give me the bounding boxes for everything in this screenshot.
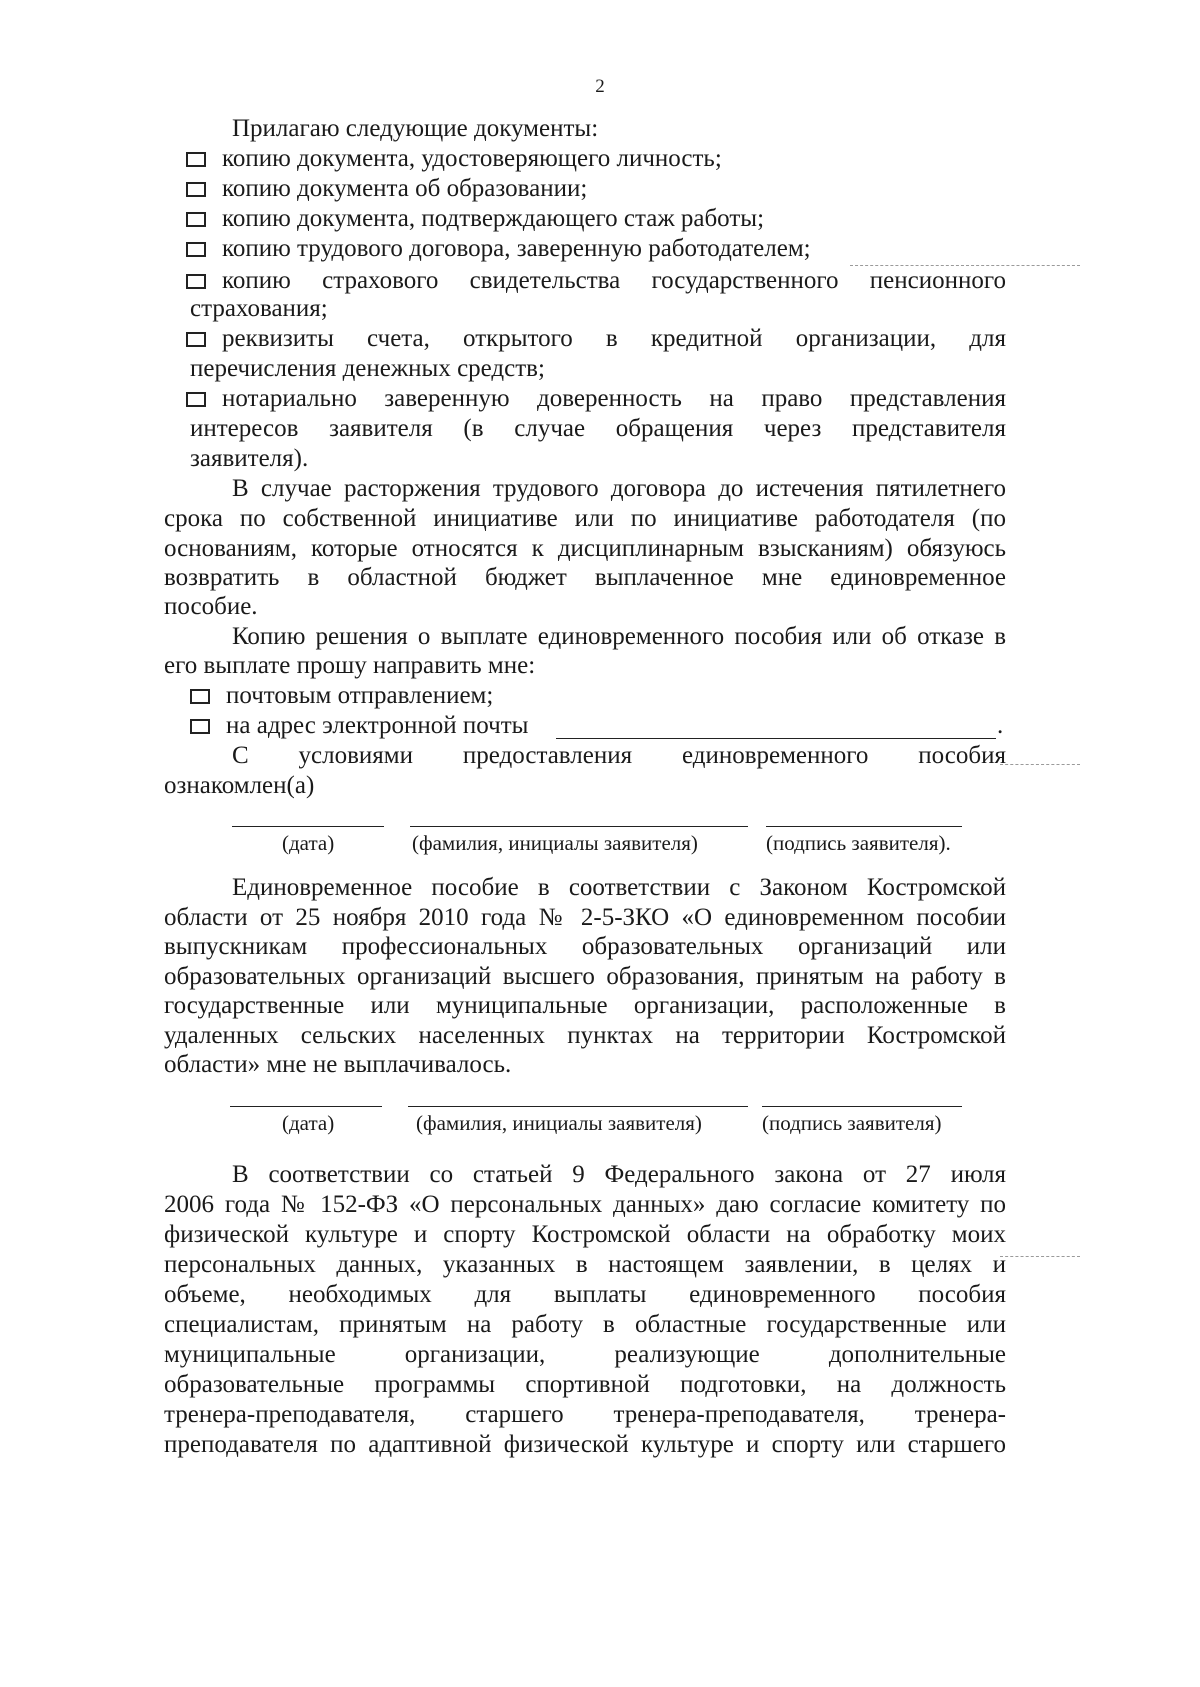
termination-line: В случае расторжения трудового договора до истечения пятилетнего bbox=[232, 475, 1006, 502]
signature-caption: (подпись заявителя) bbox=[762, 1111, 942, 1135]
email-field[interactable] bbox=[556, 738, 996, 739]
attachment-label: нотариально заверенную доверенность на право представления bbox=[222, 385, 1006, 412]
attachment-item-insurance bbox=[186, 266, 1006, 296]
acknowledgement-line: ознакомлен(а) bbox=[164, 772, 315, 799]
date-field[interactable] bbox=[232, 826, 384, 827]
consent-line: 2006 года № 152-ФЗ «О персональных данных» даю согласие комитету по bbox=[164, 1191, 1006, 1218]
consent-line: муниципальные организации, реализующие дополнительные bbox=[164, 1341, 1006, 1368]
name-caption: (фамилия, инициалы заявителя) bbox=[416, 1111, 702, 1135]
consent-line: персональных данных, указанных в настоящем заявлении, в целях и bbox=[164, 1251, 1006, 1278]
scan-artifact-line bbox=[1000, 764, 1080, 765]
termination-line: основаниям, которые относятся к дисциплинарным взысканиям) обязуюсь bbox=[164, 535, 1006, 562]
consent-line: тренера-преподавателя, старшего тренера-преподавателя, тренера- bbox=[164, 1401, 1006, 1428]
name-field[interactable] bbox=[408, 1106, 748, 1107]
attachment-label: копию документа об образовании; bbox=[222, 175, 588, 202]
checkbox[interactable] bbox=[186, 332, 206, 347]
attachment-label: копию документа, подтверждающего стаж работы; bbox=[222, 205, 765, 232]
consent-line: специалистам, принятым на работу в областные государственные или bbox=[164, 1311, 1006, 1338]
attachment-item-power-of-attorney-cont: интересов заявителя (в случае обращения через представителя bbox=[190, 415, 1006, 442]
checkbox[interactable] bbox=[190, 719, 210, 734]
attachment-item-bank-details bbox=[186, 324, 1006, 354]
checkbox[interactable] bbox=[186, 212, 206, 227]
attachment-item-identity bbox=[186, 144, 1078, 174]
signature-field[interactable] bbox=[766, 826, 962, 827]
termination-line: возвратить в областной бюджет выплаченное мне единовременное bbox=[164, 564, 1006, 591]
consent-line: объеме, необходимых для выплаты единовременного пособия bbox=[164, 1281, 1006, 1308]
attachment-item-power-of-attorney-end: заявителя). bbox=[190, 445, 309, 472]
law-statement-line: образовательных организаций высшего образования, принятым на работу в bbox=[164, 963, 1006, 990]
delivery-option-label: на адрес электронной почты bbox=[226, 712, 529, 739]
delivery-option-post bbox=[190, 681, 1006, 711]
law-statement-line: Единовременное пособие в соответствии с Законом Костромской bbox=[232, 874, 1006, 901]
delivery-option-label: почтовым отправлением; bbox=[226, 682, 494, 709]
attachment-label: копию страхового свидетельства государственного пенсионного bbox=[222, 267, 1006, 294]
checkbox[interactable] bbox=[186, 274, 206, 289]
consent-line: В соответствии со статьей 9 Федерального закона от 27 июля bbox=[232, 1161, 1006, 1188]
page-number: 2 bbox=[595, 76, 605, 97]
law-statement-line: области от 25 ноября 2010 года № 2-5-ЗКО «О единовременном пособии bbox=[164, 904, 1006, 931]
attachment-item-education bbox=[186, 174, 1078, 204]
attachment-item-bank-details-cont: перечисления денежных средств; bbox=[190, 355, 545, 382]
consent-line: физической культуре и спорту Костромской области на обработку моих bbox=[164, 1221, 1006, 1248]
scan-artifact-line bbox=[1000, 1256, 1080, 1257]
consent-line: преподавателя по адаптивной физической культуре и спорту или старшего bbox=[164, 1431, 1006, 1458]
date-field[interactable] bbox=[230, 1106, 382, 1107]
signature-caption: (подпись заявителя). bbox=[766, 831, 951, 855]
attachment-item-power-of-attorney bbox=[186, 384, 1006, 414]
attachment-item-contract bbox=[186, 234, 1078, 264]
attachment-item-experience bbox=[186, 204, 1078, 234]
law-statement-line: области» мне не выплачивалось. bbox=[164, 1051, 512, 1078]
attachment-item-insurance-cont: страхования; bbox=[190, 295, 328, 322]
attachment-label: реквизиты счета, открытого в кредитной организации, для bbox=[222, 325, 1006, 352]
termination-line: срока по собственной инициативе или по инициативе работодателя (по bbox=[164, 505, 1006, 532]
attachment-label: копию трудового договора, заверенную работодателем; bbox=[222, 235, 811, 262]
law-statement-line: выпускникам профессиональных образовательных организаций или bbox=[164, 933, 1006, 960]
checkbox[interactable] bbox=[186, 242, 206, 257]
law-statement-line: удаленных сельских населенных пунктах на территории Костромской bbox=[164, 1022, 1006, 1049]
delivery-line: его выплате прошу направить мне: bbox=[164, 652, 536, 679]
delivery-line: Копию решения о выплате единовременного пособия или об отказе в bbox=[232, 623, 1006, 650]
delivery-option-email bbox=[190, 711, 1006, 741]
name-caption: (фамилия, инициалы заявителя) bbox=[412, 831, 698, 855]
law-statement-line: государственные или муниципальные организации, расположенные в bbox=[164, 992, 1006, 1019]
checkbox[interactable] bbox=[190, 689, 210, 704]
attachment-label: копию документа, удостоверяющего личность; bbox=[222, 145, 722, 172]
checkbox[interactable] bbox=[186, 152, 206, 167]
date-caption: (дата) bbox=[282, 1111, 335, 1135]
attachments-intro: Прилагаю следующие документы: bbox=[232, 115, 599, 142]
checkbox[interactable] bbox=[186, 392, 206, 407]
termination-line: пособие. bbox=[164, 593, 258, 620]
consent-line: образовательные программы спортивной подготовки, на должность bbox=[164, 1371, 1006, 1398]
email-period: . bbox=[997, 712, 1004, 739]
name-field[interactable] bbox=[410, 826, 748, 827]
checkbox[interactable] bbox=[186, 182, 206, 197]
scan-artifact-line bbox=[850, 265, 1080, 266]
acknowledgement-line: С условиями предоставления единовременного пособия bbox=[232, 742, 1006, 769]
date-caption: (дата) bbox=[282, 831, 335, 855]
signature-field[interactable] bbox=[762, 1106, 962, 1107]
